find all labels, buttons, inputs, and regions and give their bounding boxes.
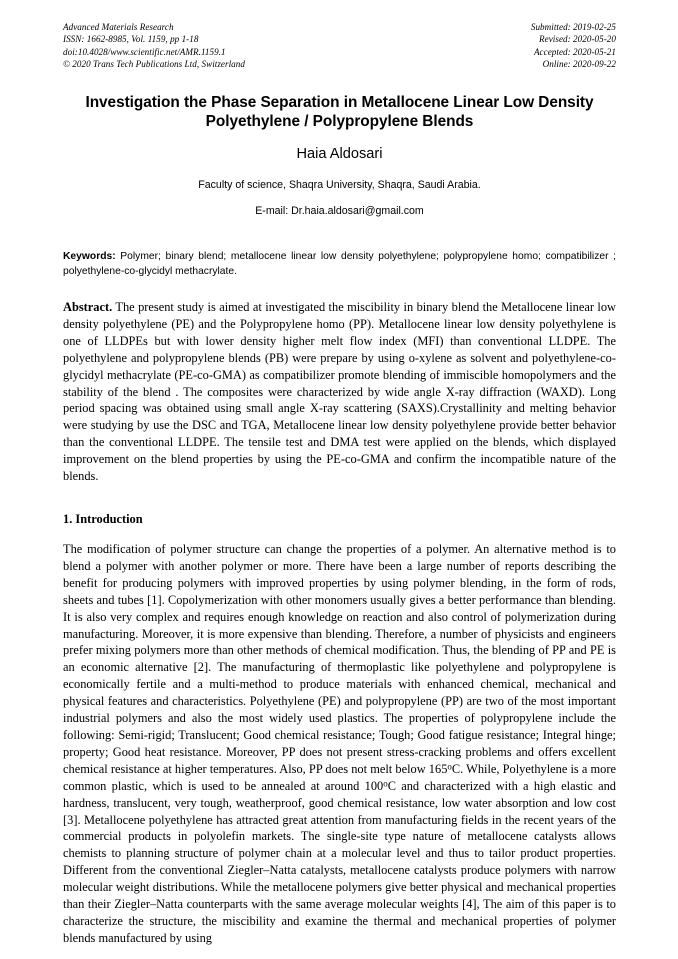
revised-date: Revised: 2020-05-20: [539, 34, 616, 45]
degree-superscript-1: o: [447, 761, 452, 772]
accepted-date: Accepted: 2020-05-21: [533, 46, 616, 57]
introduction-paragraph: [63, 541, 616, 947]
abstract-block: [63, 299, 616, 485]
section-heading-introduction: 1. Introduction: [63, 512, 143, 526]
journal-header-left: [63, 21, 245, 71]
degree-superscript-2: o: [383, 777, 388, 788]
copyright-line: © 2020 Trans Tech Publications Ltd, Switzerland: [63, 59, 245, 70]
keywords-label: Keywords:: [63, 250, 116, 262]
title-block: [63, 93, 616, 218]
author-name: Haia Aldosari: [296, 145, 383, 162]
abstract-text: The present study is aimed at investigated the miscibility in binary blend the Metallocene linear low density polyethylene (PE) and the Polypropylene homo (PP). Metallocene linear low density polyethylene is one of LLDPEs but with lower density higher melt flow index (MFI) than conventional LLDPE. The polyethylene and polypropylene blends (PB) were prepare by using o-xylene as solvent and polyethylene-co-glycidyl methacrylate (PE-co-GMA) as compatibilizer promote blending of immiscible homopolymers and the stability of the blend . The composites were characterized by wide angle X-ray diffraction (WAXD). Long period spacing was obtained using small angle X-ray scattering (SAXS).Crystallinity and melting behavior were studying by use the DSC and TGA, Metallocene linear low density polyethylene provide better behavior than the conventional LLDPE. The tensile test and DMA test were applied on the blends, which displayed improvement on the blend properties by using the PE-co-GMA and confirm the incompatible nature of the blends.: [63, 300, 616, 484]
abstract-label: Abstract.: [63, 300, 113, 315]
issn-volume-pages: ISSN: 1662-8985, Vol. 1159, pp 1-18: [63, 34, 199, 45]
journal-header: [63, 21, 616, 71]
online-date: Online: 2020-09-22: [542, 59, 616, 70]
submitted-date: Submitted: 2019-02-25: [530, 22, 616, 32]
doi-line: doi:10.4028/www.scientific.net/AMR.1159.1: [63, 46, 226, 57]
keywords-text: Polymer; binary blend; metallocene linear low density polyethylene; polypropylene homo; compatibilizer ; polyethylene-co-glycidyl methacrylate.: [63, 250, 616, 277]
introduction-text-part-1: The modification of polymer structure can change the properties of a polymer. An alternative method is to blend a polymer with another polymer or more. There have been a large number of reports describing the benefit for producing polymers with improved properties by using polymer blending, in the form of rods, sheets and tubes [1]. Copolymerization with other monomers usually gives a better performance than blending. It is also very complex and requires enough knowledge on reaction and also control of polymerization during manufacturing. Moreover, it is more expensive than blending. Therefore, a number of physicists and engineers prefer mixing polymers more than other methods of chemical modification. Thus, the blending of PP and PE is an economic alternative [2]. The manufacturing of thermoplastic like polyethylene and polypropylene is economically fertile and a multi-method to produce materials with enhanced chemical, mechanical and physical features and characteristics. Polyethylene (PE) and polypropylene (PP) are two of the most important industrial polymers and also the most widely used plastics. The properties of polypropylene include the following: Semi-rigid; Translucent; Good chemical resistance; Tough; Good fatigue resistance; Integral hinge; property; Good heat resistance. Moreover, PP does not present stress-cracking problems and offers excellent chemical resistance at higher temperatures. Also, PP does not melt below 165: [63, 542, 616, 776]
introduction-text-part-2: C. While, Polyethylene is a more common plastic, which is used to be annealed at around 100: [63, 761, 616, 793]
introduction-text-part-3: C and characterized with a high elastic and hardness, translucent, very tough, weatherproof, good chemical resistance, low water absorption and low cost [3]. Metallocene polyethylene has attracted great attention from manufacturing fields in the recent years of the commercial products in polyolefin markets. The single-site type nature of metallocene catalysts allows chemists to planning structure of polymer chain at a molecular level and thus to tailor product properties. Different from the conventional Ziegler–Natta catalysts, metallocene catalysts produce polymers with narrow molecular weight distributions. While the metallocene polymers give better physical and mechanical properties than their Ziegler–Natta counterparts with the same average molecular weights [4], The aim of this paper is to characterize the structure, the miscibility and examine the thermal and mechanical properties of polymer blends manufactured by using: [63, 778, 616, 945]
author-email: E-mail: Dr.haia.aldosari@gmail.com: [255, 204, 424, 217]
journal-header-right: [531, 21, 616, 71]
page-title: Investigation the Phase Separation in Metallocene Linear Low Density Polyethylene / Polypropylene Blends: [85, 93, 594, 131]
journal-name: Advanced Materials Research: [63, 22, 174, 32]
keywords-block: [63, 249, 616, 279]
author-affiliation: Faculty of science, Shaqra University, Shaqra, Saudi Arabia.: [198, 178, 481, 191]
